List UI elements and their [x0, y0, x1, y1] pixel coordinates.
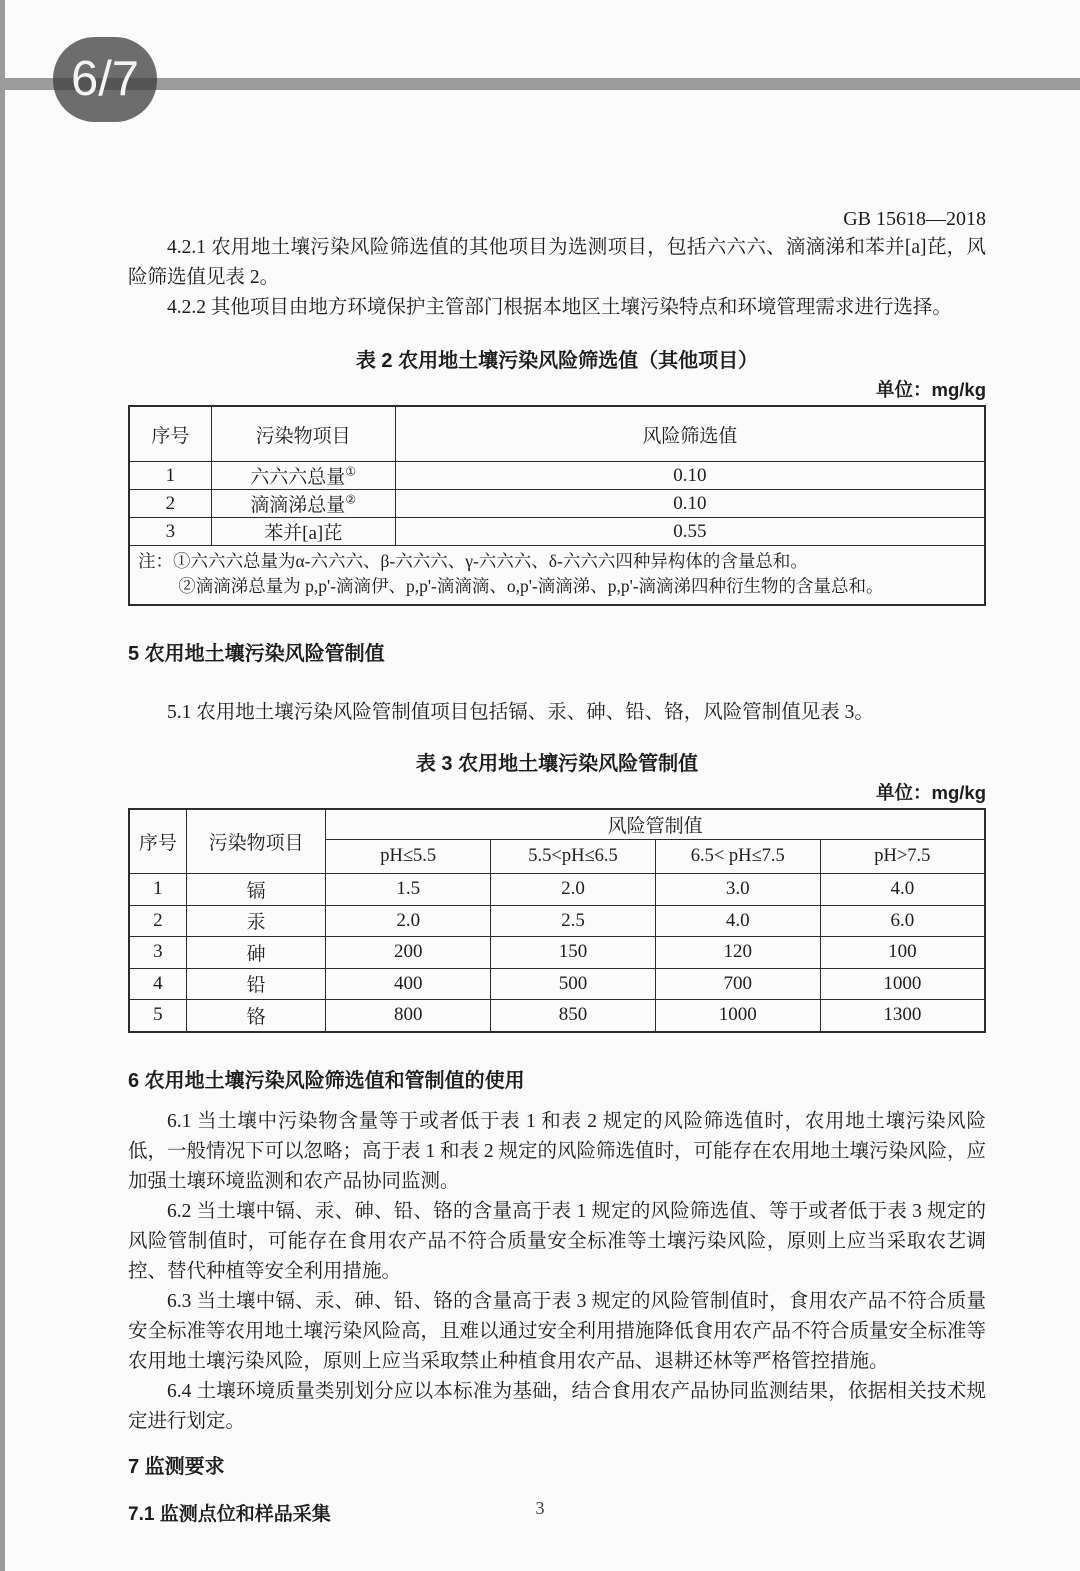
table-cell: 4.0	[655, 905, 820, 937]
standard-code: GB 15618—2018	[843, 208, 986, 230]
table-cell: 2.0	[326, 905, 491, 937]
table-cell: 4.0	[820, 874, 985, 906]
table-cell: 铅	[186, 968, 326, 1000]
table-cell: 2.0	[491, 874, 656, 906]
table3-caption: 表 3 农用地土壤污染风险管制值	[415, 753, 699, 775]
table-row	[129, 968, 985, 1000]
section-5-heading: 5 农用地土壤污染风险管制值	[128, 643, 385, 665]
table3-header-row-1	[129, 809, 985, 840]
table-cell: 400	[326, 968, 491, 1000]
table-cell: 850	[491, 1000, 656, 1032]
table-cell: 3	[129, 937, 186, 969]
table2-caption: 表 2 农用地土壤污染风险筛选值（其他项目）	[355, 350, 759, 372]
table-cell: 砷	[186, 937, 326, 969]
table-row	[129, 937, 985, 969]
table2-note-row	[129, 546, 985, 606]
paragraph-4-2-2: 4.2.2 其他项目由地方环境保护主管部门根据本地区土壤污染特点和环境管理需求进行选择。	[167, 297, 952, 318]
paragraph-6-4: 6.4 土壤环境质量类别划分应以本标准为基础，结合食用农产品协同监测结果，依据相关技术规定进行划定。	[128, 1380, 986, 1432]
viewer-divider-bar	[0, 78, 1080, 90]
table2	[128, 405, 986, 606]
table-cell: 4	[129, 968, 186, 1000]
table-cell: 6.0	[820, 905, 985, 937]
table-row	[129, 905, 985, 937]
table-cell: 200	[326, 937, 491, 969]
table-cell: 0.55	[395, 518, 985, 546]
table-cell: 苯并[a]芘	[211, 518, 395, 546]
table-row	[129, 518, 985, 546]
paragraph-4-2-1: 4.2.1 农用地土壤污染风险筛选值的其他项目为选测项目，包括六六六、滴滴涕和苯并[a]芘，风险筛选值见表 2。	[128, 237, 986, 288]
table-cell: 2	[129, 490, 211, 518]
table-cell: 1000	[655, 1000, 820, 1032]
table-cell: 六六六总量①	[211, 462, 395, 490]
table2-header-row	[129, 406, 985, 462]
table-cell: 150	[491, 937, 656, 969]
table2-header-pollutant: 污染物项目	[211, 406, 395, 462]
section-7-heading: 7 监测要求	[128, 1455, 225, 1478]
table-cell: 2.5	[491, 905, 656, 937]
table-row	[129, 490, 985, 518]
table-cell: 0.10	[395, 462, 985, 490]
page-indicator-label: 6/7	[70, 52, 140, 106]
paragraph-6-3: 6.3 当土壤中镉、汞、砷、铅、铬的含量高于表 3 规定的风险管制值时，食用农产品不符合质量安全标准等农用地土壤污染风险高，且难以通过安全利用措施降低食用农产品不符合质量安全标准等农用地土壤污染风险，原则上应当采取禁止种植食用农产品、退耕还林等严格管控措施。	[128, 1290, 987, 1372]
table-cell: 3.0	[655, 874, 820, 906]
table3-header-ph4: pH>7.5	[820, 840, 985, 874]
table-row	[129, 1000, 985, 1032]
table-cell: 700	[655, 968, 820, 1000]
table-row	[129, 462, 985, 490]
footnote-marker: ②	[345, 492, 357, 507]
table3-header-group: 风险管制值	[326, 809, 985, 840]
left-edge-rule	[0, 0, 5, 1571]
table-cell: 1	[129, 462, 211, 490]
table2-note-1: 注：①六六六总量为α-六六六、β-六六六、γ-六六六、δ-六六六四种异构体的含量总和。	[138, 551, 808, 571]
table-cell: 1000	[820, 968, 985, 1000]
table-cell: 500	[491, 968, 656, 1000]
table-cell: 镉	[186, 874, 326, 906]
table3-header-ph2: 5.5<pH≤6.5	[491, 840, 656, 874]
table3-header-ph1: pH≤5.5	[326, 840, 491, 874]
document-page	[128, 205, 986, 1529]
table3-header-no: 序号	[129, 809, 186, 874]
table2-unit-label: 单位：mg/kg	[876, 379, 986, 400]
paragraph-6-2: 6.2 当土壤中镉、汞、砷、铅、铬的含量高于表 1 规定的风险筛选值、等于或者低于表 3 规定的风险管制值时，可能存在食用农产品不符合质量安全标准等土壤污染风险，原则上应当采取农艺调控、替代种植等安全利用措施。	[128, 1200, 986, 1282]
table3-unit-label: 单位：mg/kg	[876, 782, 986, 803]
table-cell: 1300	[820, 1000, 985, 1032]
table-cell: 1	[129, 874, 186, 906]
table-row	[129, 874, 985, 906]
footnote-marker: ①	[345, 464, 357, 479]
table2-note-cell	[129, 546, 985, 606]
page-number: 3	[535, 1498, 545, 1518]
table2-header-no: 序号	[129, 406, 211, 462]
table3	[128, 808, 986, 1033]
paragraph-6-1: 6.1 当土壤中污染物含量等于或者低于表 1 和表 2 规定的风险筛选值时，农用地土壤污染风险低，一般情况下可以忽略；高于表 1 和表 2 规定的风险筛选值时，可能存在农用地土壤污染风险，应加强土壤环境监测和农产品协同监测。	[128, 1110, 987, 1192]
table-cell: 800	[326, 1000, 491, 1032]
page-indicator-badge	[53, 37, 157, 122]
table-cell: 汞	[186, 905, 326, 937]
section-6-heading: 6 农用地土壤污染风险筛选值和管制值的使用	[128, 1069, 525, 1092]
table2-note-2: ②滴滴涕总量为 p,p'-滴滴伊、p,p'-滴滴滴、o,p'-滴滴涕、p,p'-滴滴涕四种衍生物的含量总和。	[178, 576, 884, 596]
table2-header-value: 风险筛选值	[395, 406, 985, 462]
table3-header-ph3: 6.5< pH≤7.5	[655, 840, 820, 874]
table-cell: 滴滴涕总量②	[211, 490, 395, 518]
table-cell: 铬	[186, 1000, 326, 1032]
table-cell: 100	[820, 937, 985, 969]
section-7-1-heading: 7.1 监测点位和样品采集	[128, 1503, 331, 1525]
table-cell: 3	[129, 518, 211, 546]
table-cell: 2	[129, 905, 186, 937]
table3-header-pollutant: 污染物项目	[186, 809, 326, 874]
table-cell: 0.10	[395, 490, 985, 518]
paragraph-5-1: 5.1 农用地土壤污染风险管制值项目包括镉、汞、砷、铅、铬，风险管制值见表 3。	[167, 702, 874, 723]
table-cell: 5	[129, 1000, 186, 1032]
table-cell: 1.5	[326, 874, 491, 906]
table-cell: 120	[655, 937, 820, 969]
